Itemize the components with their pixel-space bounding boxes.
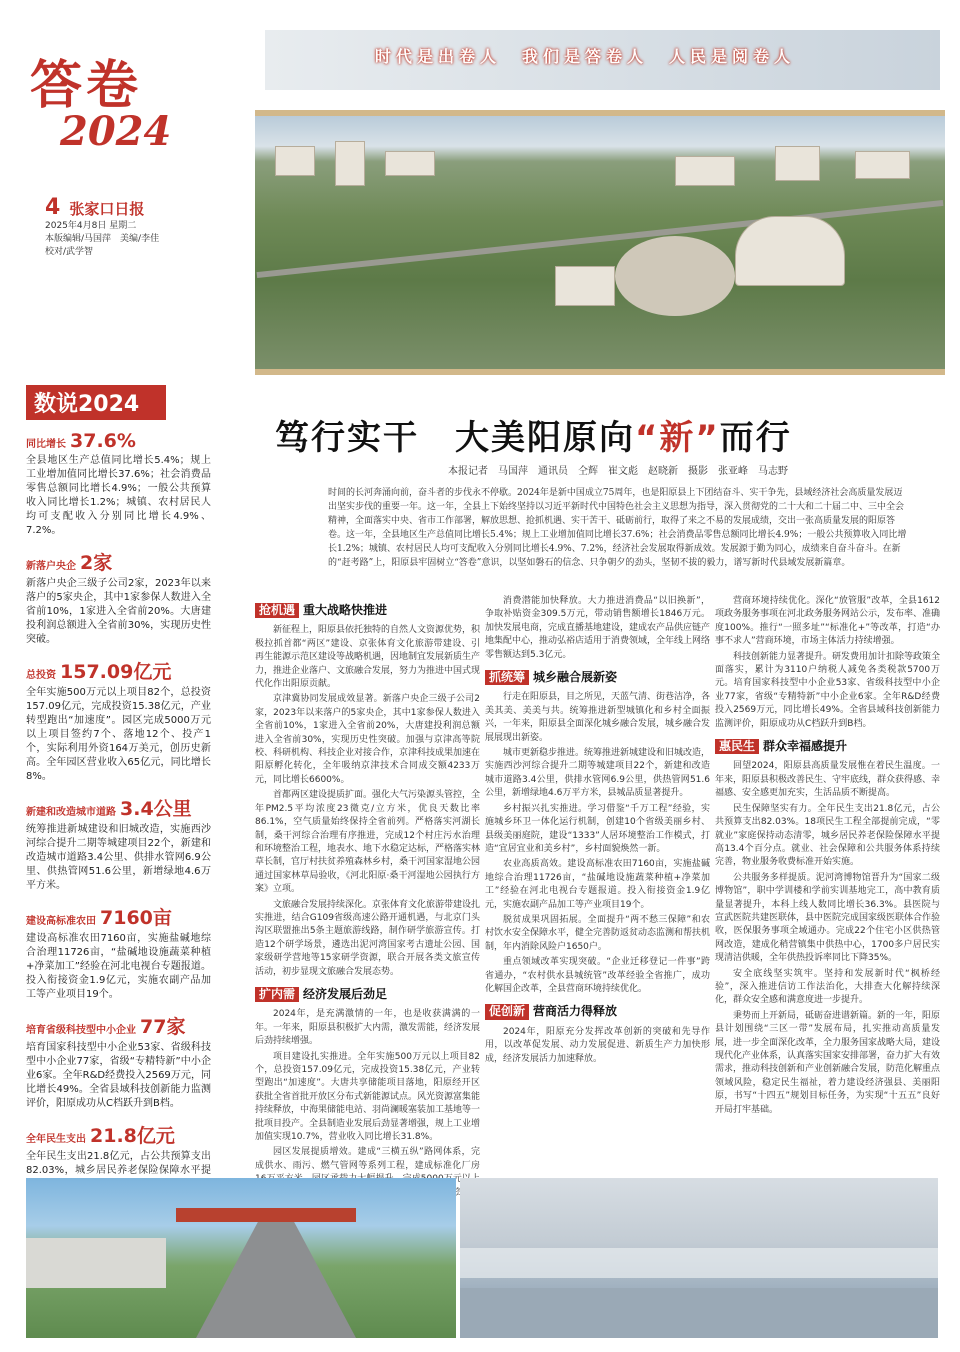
- headline-highlight: “新”: [635, 418, 720, 458]
- water-shape: [460, 1288, 938, 1338]
- paragraph: 公共服务多样提质。泥河湾博物馆晋升为“国家二级博物馆”，职中学训楼和学前实训基地完工，高中教育质量显著提升，本科上线人数同比增长36.3%。县医院与宣武医院共建医联体，县中医院完成国家级医联体合作验收，医保服务事项全域通办。完成22个住宅小区供热管网改造，建成化稍营镇集中供热中心，1700多户居民实现清洁供暖，全年供热投诉率同比下降35%。: [715, 872, 941, 964]
- stat-item: [26, 548, 211, 647]
- building-shape: [555, 266, 615, 306]
- proof-line: 校对/武学智: [45, 247, 94, 257]
- paragraph: 乡村振兴扎实推进。学习借鉴“千万工程”经验，实施城乡环卫一体化运行机制，创建10个省级美丽乡村、县级美丽庭院，建设“1333”人居环境整治工作模式，打造“宜居宜业和美乡村”，乡村面貌焕然一新。: [485, 803, 710, 854]
- page-meta: [45, 195, 245, 259]
- stat-item: [26, 794, 211, 893]
- section-header: [255, 603, 480, 618]
- main-headline: [275, 410, 792, 459]
- stats-sidebar: [26, 385, 211, 1234]
- page-number: 4: [45, 195, 61, 220]
- paragraph: 2024年，是充满激情的一年，也是收获满满的一年。一年来，阳原县积极扩大内需，激发需能，经济发展后劲持续增强。: [255, 1009, 481, 1047]
- paragraph: 文旅融合发展持续深化。京张体育文化旅游带建设扎实推进，结合G109省级高速公路开通机遇，与北京门头沟区联盟推出5条主题旅游线路，制作研学旅游宣传。打造12个研学场景，遴选出泥河湾国家考古遗址公园、国家级研学营地等15家研学资源，联合开展各类文旅宣传活动，初步显现文旅融合发展态势。: [255, 899, 481, 977]
- section-title: 营商活力得释放: [533, 1004, 618, 1019]
- paragraph: 项目建设扎实推进。全年实施500万元以上项目82个，总投资157.09亿元，完成投资15.38亿元，产业转型跑出“加速度”。大唐共享储能项目落地，阳原经开区获批全省首批开放区分布式新能源试点。风光资源富集能持续释放，中海果储能电站、羽尚澜暖塞装加工基地等一批项目投产。全县制造业发展后劲显著增强，规上工业增加值实现10.7%，营业收入同比增长31.8%。: [255, 1051, 481, 1143]
- paragraph: 城市更新稳步推进。统筹推进新城建设和旧城改造，实施西沙河综合提升二期等城建项目22个，新建和改造城市道路3.4公里，供排水管网6.9公里，供热管网51.6公里，新增绿地4.6万平方米，县城品质显著提升。: [485, 748, 711, 799]
- stat-label: 培育省级科技型中小企业: [26, 1025, 136, 1036]
- paragraph: 民生保障坚实有力。全年民生支出21.8亿元，占公共预算支出82.03%。18项民生工程全部提前完成，“零就业”家庭保持动态清零，城乡居民养老保险保障水平提高13.4个百分点。就业、社会保障和公共服务体系持续完善，物业服务收费标准开始实施。: [715, 803, 940, 868]
- date-line: 2025年4月8日 星期二: [45, 221, 137, 231]
- section-tag: 促创新: [485, 1004, 529, 1019]
- section-header: [255, 987, 480, 1002]
- stat-value: 3.4公里: [120, 798, 192, 820]
- paragraph: 秉势而上开新局，砥砺奋进谱新篇。新的一年，阳原县计划围绕“三区一带”发展布局，扎实推动高质量发展，进一步全面深化改革，全力服务国家战略大局，建设现代化产业体系，认真落实国家安排部署，奋力扩大有效需求，推动科技创新和产业创新融合发展，防范化解重点领域风险，稳定民生福祉，着力建设经济强县、美丽阳原，书写“十四五”规划目标任务，为实现“十五五”良好开局打牢基础。: [715, 1010, 941, 1115]
- column-title: 答卷: [30, 55, 143, 116]
- paragraph: 新征程上，阳原县依托独特的自然人文资源优势，积极拉抓首都“两区”建设、京张体育文化旅游带建设、引再生能源示范区建设等战略机遇，因地制宜发展新质生产力，推进企业落户、文旅融合发展，努力为推进中国式现代化作出阳原贡献。: [255, 625, 481, 690]
- sidebar-title: 数说2024: [26, 385, 166, 420]
- building-shape: [26, 1238, 166, 1288]
- stat-label: 建设高标准农田: [26, 916, 96, 927]
- paragraph: 消费潜能加快释放。大力推进消费品“以旧换新”，争取补贴资金309.5万元，带动销售额增长1846万元。加快发展电商，完成直播基地建设，建成农产品供应链产地集配中心，推动弘裕店适用于消费领域，全年线上网络零售额达到5.3亿元。: [485, 596, 711, 660]
- page-header: [0, 0, 960, 380]
- paragraph: 2024年，阳原充分发挥改革创新的突破和先导作用，以改革促发展、动力发展促进、新质生产力加快形成，经济发展活力加速释放。: [485, 1026, 710, 1064]
- building-shape: [735, 216, 845, 286]
- article-column-1: [255, 595, 481, 1212]
- paragraph: 脱贫成果巩固拓展。全面提升“两不愁三保障”和农村饮水安全保障水平，健全完善防返贫动态监测和帮扶机制，年内消除风险户1650户。: [485, 914, 711, 952]
- stat-text: 全年实施500万元以上项目82个，总投资157.09亿元，完成投资15.38亿元，产业转型跑出“加速度”。园区完成5000万元以上项目签约7个、落地12个、投产1个，实际利用外资164万美元，创历史新高。全年园区营业收入65亿元，同比增长8%。: [26, 687, 211, 782]
- paragraph: 回望2024，阳原县高质量发展惟在着民生温度。一年来，阳原县积极改善民生、守牢底线，群众获得感、幸福感、安全感更加充实，生活品质不断提高。: [715, 761, 941, 799]
- building-shape: [385, 151, 435, 176]
- paragraph: 重点领域改革实现突破。“企业迁移登记一件事”跨省通办，“农村供水县城统管”改革经验全省推广，成功化解国企改革，全县营商环境持续优化。: [485, 957, 710, 994]
- stat-value: 77家: [140, 1016, 186, 1038]
- stat-label: 总投资: [26, 670, 56, 681]
- headline-part: 而行: [719, 418, 792, 458]
- stat-value: 37.6%: [70, 430, 136, 452]
- stat-value: 7160亩: [100, 907, 172, 929]
- stat-text: 全县地区生产总值同比增长5.4%；规上工业增加值同比增长37.6%；社会消费品零售总额同比增长4.9%；一般公共预算收入同比增长1.2%；城镇、农村居民人均可支配收入分别同比增长4.9%、7.2%。: [26, 455, 211, 536]
- road-shape: [196, 1218, 356, 1338]
- paragraph: 行走在阳原县，目之所见，天蓝气清、街巷洁净，各美其美、美美与共。统筹推进新型城镇化和乡村全面振兴，一年来，阳原县全面深化城乡融合发展，城乡融合发展展现出新姿。: [485, 692, 711, 743]
- paragraph: 首都两区建设提质扩面。强化大气污染源头管控，全年PM2.5平均浓度23微克/立方米，优良天数比率86.1%，空气质量始终保持全省前列。严格落实河湖长制，桑干河综合治理有序推进，完成12个村庄污水治理和环境整治工程，地表水、地下水稳定达标，严格落实林草长制，官厅村扶贫养殖森林乡村，桑干河国家湿地公园通过国家林草局验收，《河北阳原·桑干河湿地公园执行方案》立项。: [255, 790, 481, 895]
- wetland-photo: [460, 1178, 938, 1338]
- stat-text: 建设高标准农田7160亩，实施盐碱地综合治理11726亩，“盐碱地设施蔬菜种植+净菜加工”经验在河北电视台专题报道。投入衔接资金1.9亿元，实施农副产品加工等产业项目19个。: [26, 933, 211, 1000]
- lead-paragraph: 时间的长河奔涌向前，奋斗者的步伐永不停歇。2024年是新中国成立75周年，也是阳原县上下团结奋斗、实干争先，县域经济社会高质量发展迈出坚实步伐的重要一年。这一年，全县上下始终坚持以习近平新时代中国特色社会主义思想为指导，深入贯彻党的二十大和二十届二中、三中全会精神，全面落实中央、省市工作部署，解放思想、抢抓机遇、实干苦干、砥砺前行，取得了来之不易的发展成绩，交出一张高质量发展的阳原答卷。这一年，全县地区生产总值同比增长5.4%；规上工业增加值同比增长37.6%；社会消费品零售总额同比增长4.9%；一般公共预算收入同比增长1.2%；城镇、农村居民人均可支配收入分别同比增长4.9%、7.2%，经济社会发展取得新成效。发展源于勤为同心，成绩来自奋斗奋斗。在新的“赶考路”上，阳原县牢固树立“答卷”意识，以坚如磐石的信念、只争朝夕的劲头，坚韧不拔的毅力，谱写新时代县域发展新篇章。: [328, 488, 907, 568]
- article-column-3: [715, 595, 940, 1155]
- editor-line: 本版编辑/马国萍 美编/李佳: [45, 234, 160, 244]
- paragraph: 营商环境持续优化。深化“放管服”改革，全县1612项政务服务事项在河北政务服务网站公示，发布率、准确度100%。推行“一照多址”“标准化+”等改革，打造“办事不求人”营商环境，市场主体活力持续增强。: [715, 596, 941, 647]
- section-header: [715, 739, 940, 754]
- stat-text: 培育国家科技型中小企业53家、省级科技型中小企业77家，省级“专精特新”中小企业6家。全年R&D经费投入2569万元，同比增长49%。全省县域科技创新能力监测评价，阳原成功从C档跃升到B档。: [26, 1042, 211, 1109]
- stat-value: 21.8亿元: [90, 1125, 175, 1147]
- stat-item: [26, 1012, 211, 1111]
- hero-aerial-photo: [255, 110, 945, 375]
- stat-label: 同比增长: [26, 439, 66, 450]
- section-title: 群众幸福感提升: [763, 739, 848, 754]
- stat-label: 全年民生支出: [26, 1134, 86, 1145]
- byline: 本报记者 马国萍 通讯员 仝辉 崔文彪 赵晓新 摄影 张亚峰 马志野: [448, 466, 788, 477]
- slogan-text: 时代是出卷人 我们是答卷人 人民是阅卷人: [375, 47, 796, 66]
- section-title: 经济发展后劲足: [303, 986, 388, 1001]
- paragraph: 安全底线坚实筑牢。坚持和发展新时代“枫桥经验”，深入推进信访工作法治化，大排查大化解持续深化，群众安全感和满意度进一步提升。: [715, 968, 940, 1006]
- stat-label: 新落户央企: [26, 561, 76, 572]
- plaza-shape: [615, 236, 735, 316]
- stat-label: 新建和改造城市道路: [26, 807, 116, 818]
- article-column-2: [485, 595, 710, 1155]
- paragraph: 园区发展提质增效。建成“三横五纵”路网体系，完成供水、雨污、燃气管网等系列工程，建成标准化厂房 元 资 ，: [255, 1147, 480, 1212]
- stat-value: 2家: [80, 552, 113, 574]
- paragraph: 京津冀协同发展成效显著。新落户央企三级子公司2家，2023年以来落户的5家央企，其中1家参保人数进入全省前10%，1家进入全省前20%，大唐建投利润总额进入全省前30%，实现历史性突破。加强与京津高等院校、科研机构、科技企业对接合作，京津科技成果加速在阳原孵化转化，全年吸纳京津技术合同成交额4233万元，同比增长6600%。: [255, 694, 481, 785]
- stat-text: 全年民生支出21.8亿元，占公共预算支出82.03%，城乡居民养老保险保障水平提: [26, 1151, 211, 1176]
- stat-item: [26, 657, 211, 784]
- gate-arch-shape: [176, 1208, 356, 1222]
- newspaper-name: 张家口日报: [69, 200, 145, 218]
- column-year: 2024: [60, 108, 172, 155]
- building-shape: [675, 156, 735, 186]
- section-title: 城乡融合展新姿: [533, 670, 618, 685]
- stat-item: [26, 430, 211, 538]
- building-shape: [335, 141, 365, 186]
- column-logo: [30, 55, 240, 155]
- stat-value: 157.09亿元: [60, 661, 172, 683]
- section-tag: 抓统筹: [485, 670, 529, 685]
- section-tag: 扩内需: [255, 987, 299, 1002]
- headline-part: 笃行实干 大美阳原向: [275, 418, 635, 458]
- section-header: [485, 670, 710, 685]
- stat-text: 新落户央企三级子公司2家，2023年以来落户的5家央企，其中1家参保人数进入全省前10%，1家进入全省前20%。大唐建投利润总额进入全省前30%，实现历史性突破。: [26, 578, 211, 645]
- section-title: 重大战略快推进: [303, 603, 388, 617]
- building-shape: [275, 146, 315, 176]
- mist-shape: [460, 1248, 938, 1278]
- section-header: [485, 1004, 710, 1019]
- stat-item: [26, 903, 211, 1002]
- building-shape: [855, 151, 910, 179]
- building-shape: [775, 146, 820, 181]
- stat-text: 统筹推进新城建设和旧城改造，实施西沙河综合提升二期等城建项目22个，新建和改造城市道路3.4公里、供排水管网6.9公里、供热管网51.6公里，新增绿地4.6万平方米。: [26, 824, 211, 891]
- paragraph: 科技创新能力显著提升。研发费用加计扣除等政策全面落实，累计为3110户纳税人减免各类税款5700万元。培育国家科技型中小企业53家、省级科技型中小企业77家，省级“专精特新”中小企业6家。全年R&D经费投入2569万元，同比增长49%。全省县域科技创新能力监测评价，阳原成功从C档跃升到B档。: [715, 651, 941, 729]
- highway-photo: [26, 1178, 456, 1338]
- paragraph: 农业高质高效。建设高标准农田7160亩，实施盐碱地综合治理11726亩，“盐碱地设施蔬菜种植+净菜加工”经验在河北电视台专题报道。投入衔接资金1.9亿元，实施农副产品加工等产业项目19个。: [485, 859, 710, 910]
- section-tag: 惠民生: [715, 739, 759, 754]
- section-tag: 抢机遇: [255, 603, 299, 618]
